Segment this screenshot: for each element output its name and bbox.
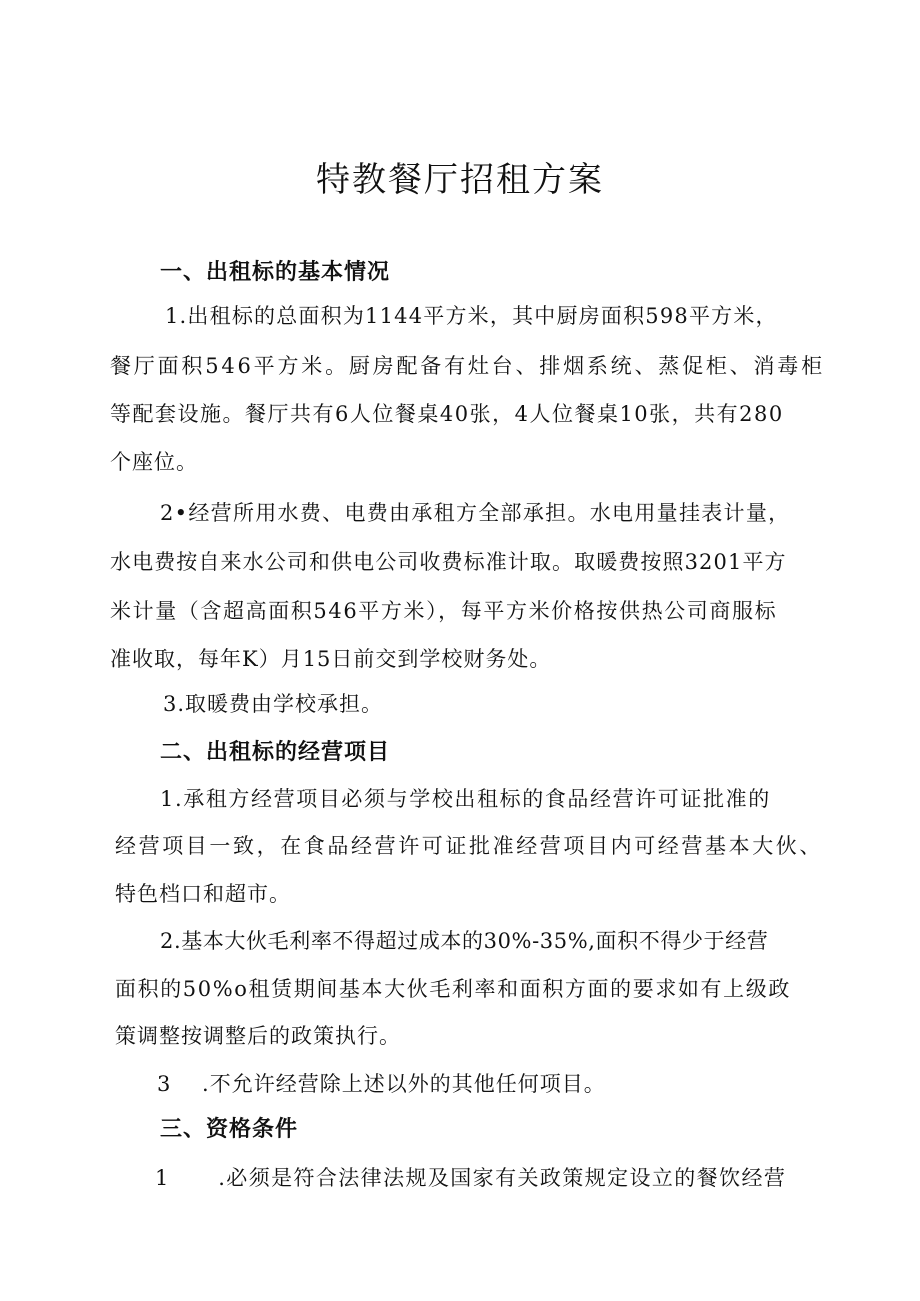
paragraph-line: 1.承租方经营项目必须与学校出租标的食品经营许可证批准的: [160, 787, 771, 811]
paragraph-line: 1 .必须是符合法律法规及国家有关政策规定设立的餐饮经营: [155, 1166, 787, 1190]
paragraph-line: 水电费按自来水公司和供电公司收费标准计取。取暖费按照3201平方: [110, 550, 787, 574]
paragraph-line: 3 .不允许经营除上述以外的其他任何项目。: [157, 1072, 606, 1096]
paragraph-line: 2.基本大伙毛利率不得超过成本的30%-35%,面积不得少于经营: [160, 929, 769, 953]
paragraph-line: 策调整按调整后的政策执行。: [115, 1024, 401, 1048]
section-heading-business-scope: 二、出租标的经营项目: [160, 740, 391, 765]
document-title: 特教餐厅招租方案: [316, 160, 604, 200]
paragraph-line: 特色档口和超市。: [115, 882, 291, 906]
paragraph-line: 餐厅面积546平方米。厨房配备有灶台、排烟系统、蒸促柜、消毒柜: [110, 354, 825, 378]
paragraph-line: 1.出租标的总面积为1144平方米，其中厨房面积598平方米，: [165, 304, 778, 328]
paragraph-line: 经营项目一致，在食品经营许可证批准经营项目内可经营基本大伙、: [115, 834, 823, 858]
paragraph-line: 等配套设施。餐厅共有6人位餐桌40张，4人位餐桌10张，共有280: [110, 402, 784, 426]
paragraph-line: 2•经营所用水费、电费由承租方全部承担。水电用量挂表计量，: [160, 501, 791, 525]
section-heading-basic-info: 一、出租标的基本情况: [160, 260, 391, 285]
paragraph-line: 个座位。: [110, 450, 198, 474]
paragraph-line: 3.取暖费由学校承担。: [163, 692, 384, 716]
paragraph-line: 米计量（含超高面积546平方米），每平方米价格按供热公司商服标: [110, 599, 778, 623]
section-heading-qualifications: 三、资格条件: [160, 1117, 299, 1142]
paragraph-line: 面积的50%o租赁期间基本大伙毛利率和面积方面的要求如有上级政: [115, 977, 791, 1001]
paragraph-line: 准收取，每年K）月15日前交到学校财务处。: [110, 647, 552, 671]
